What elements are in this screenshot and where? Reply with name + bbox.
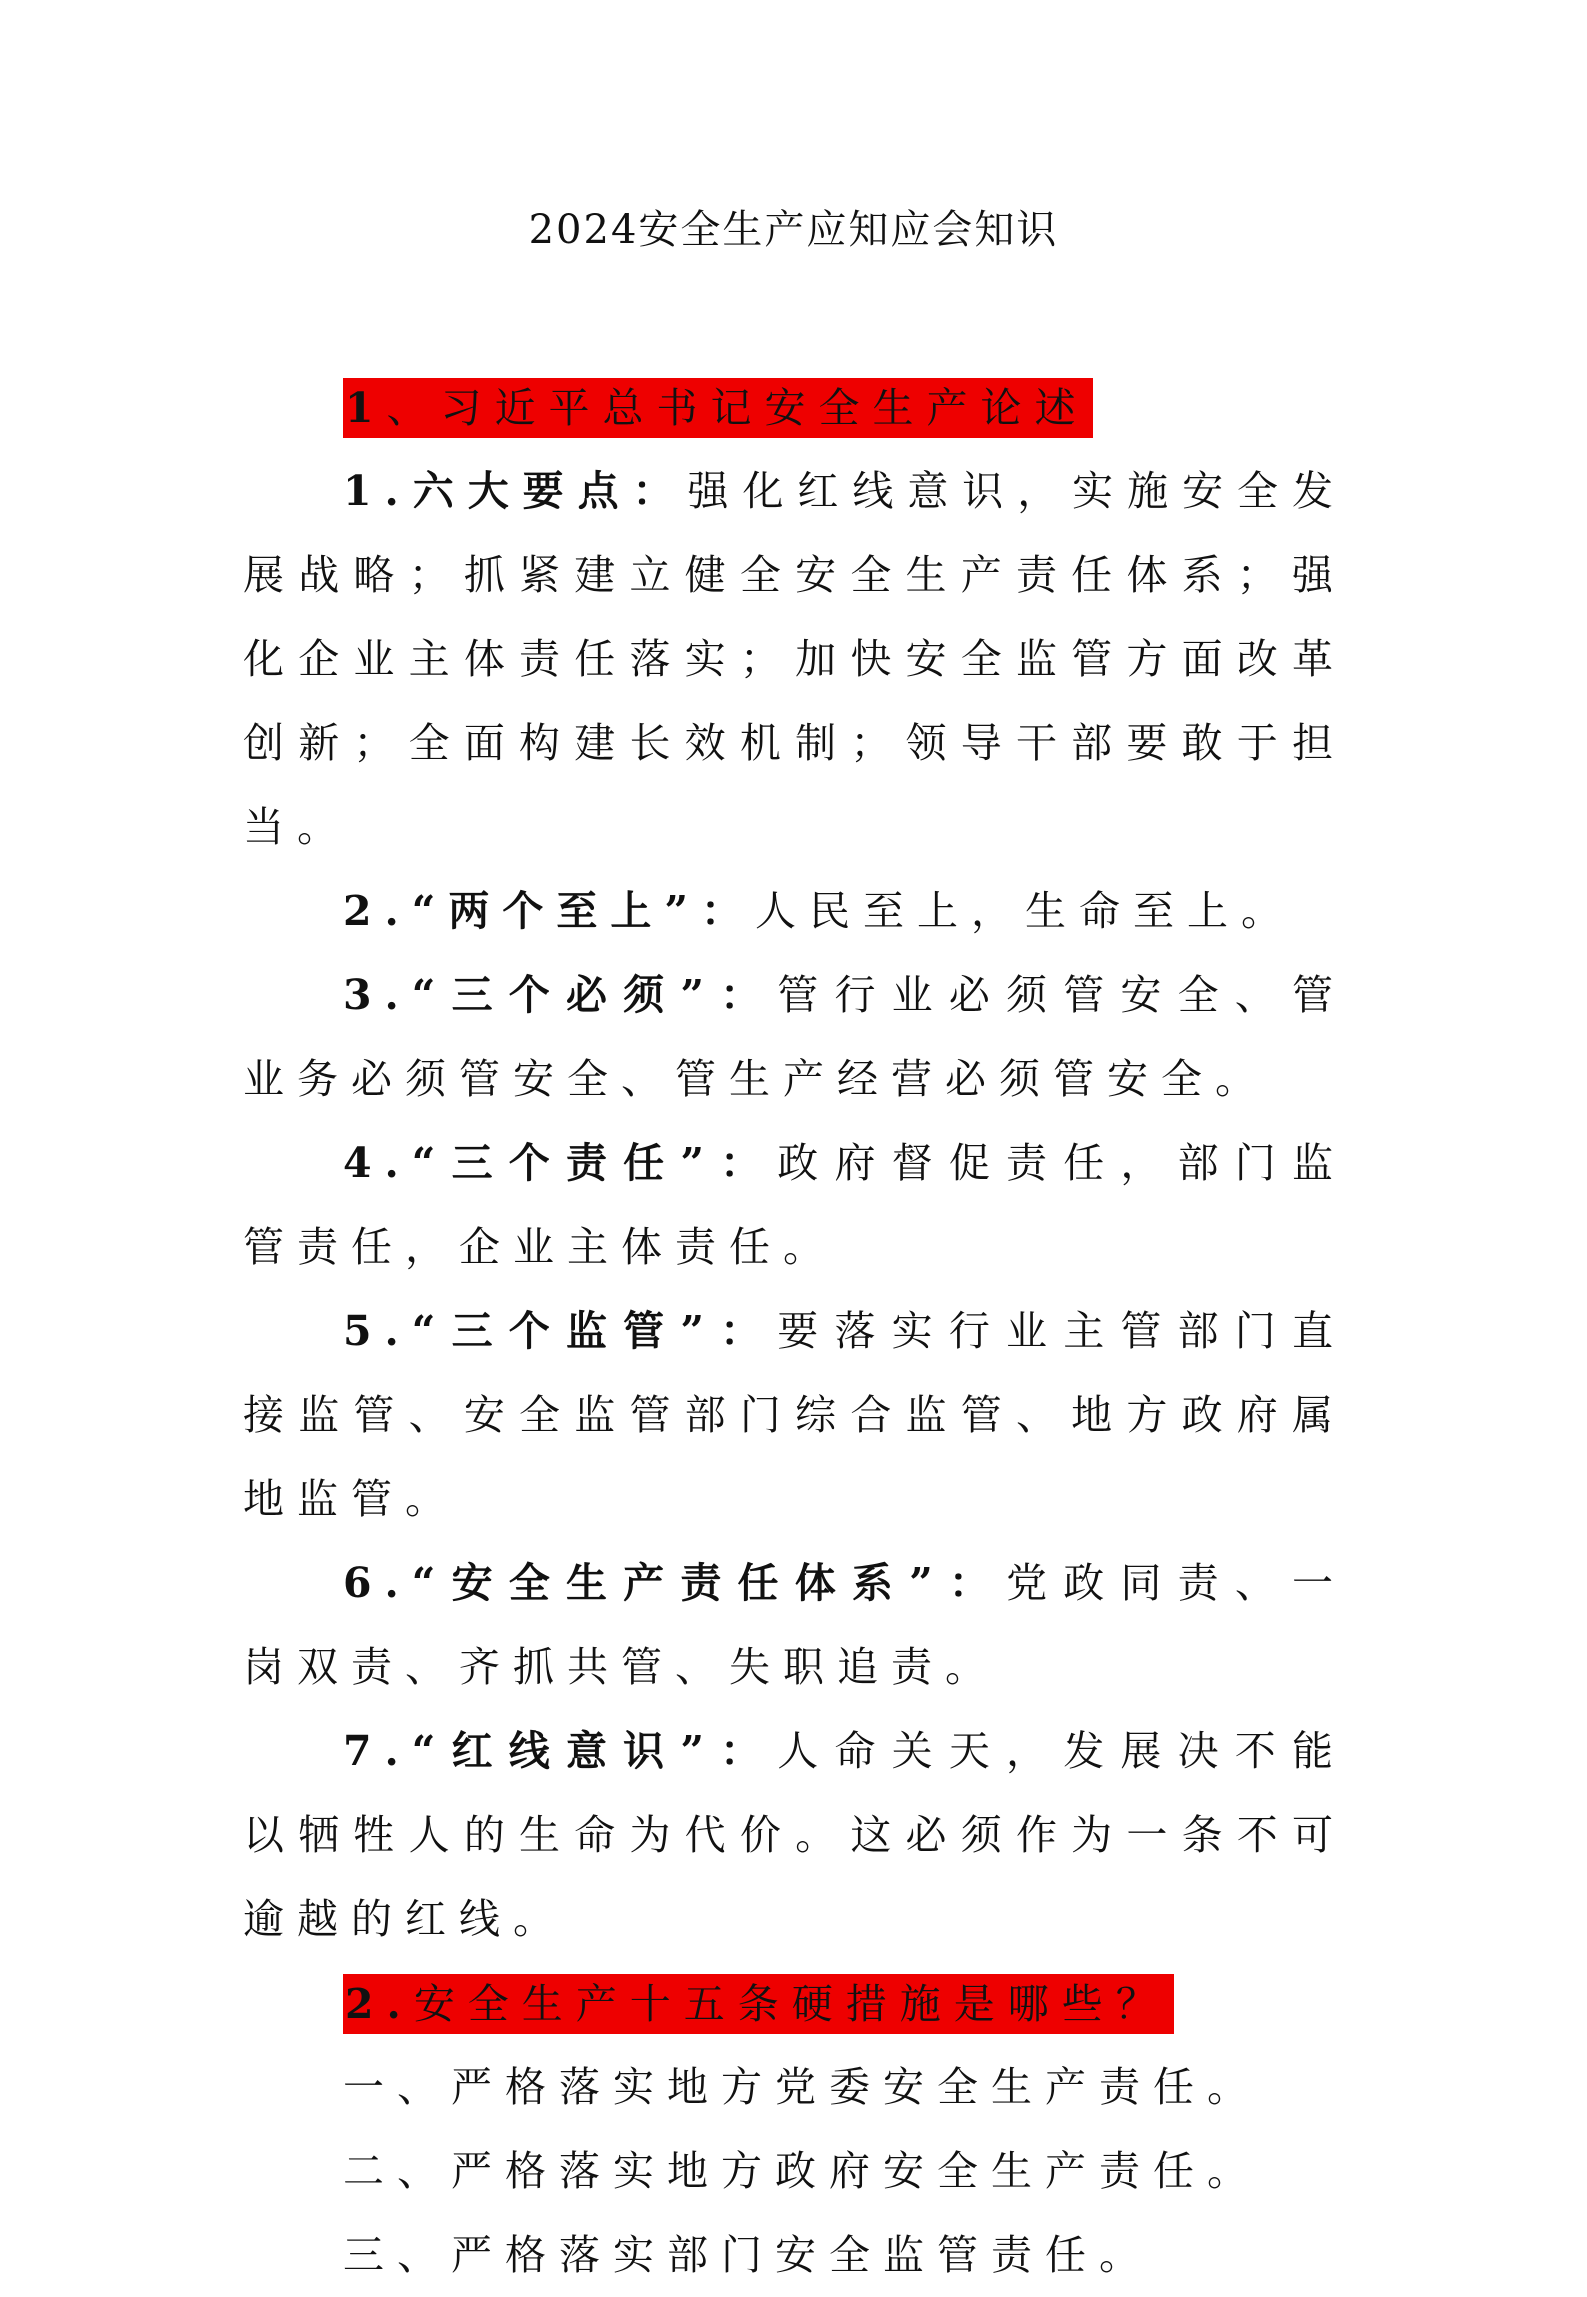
- section-1-heading-line: [243, 365, 1346, 449]
- item-label: 6.“安全生产责任体系”：: [343, 1559, 1007, 1607]
- section-1-heading: [343, 378, 1093, 438]
- item-label: 5.“三个监管”：: [343, 1307, 778, 1355]
- section-2-heading-text: 安全生产十五条硬措施是哪些？: [413, 1979, 1170, 2028]
- section-1-item-3: [243, 953, 1346, 1121]
- item-text: 政府督促责任，部门监管责任，企业主体责任。: [243, 1139, 1347, 1271]
- item-label: 3.“三个必须”：: [343, 971, 778, 1019]
- item-text: 人命关天，发展决不能以牺牲人的生命为代价。这必须作为一条不可逾越的红线。: [243, 1727, 1347, 1943]
- section-2-heading-number: 2.: [345, 1979, 414, 2028]
- section-2-item-3: 三、严格落实部门安全监管责任。: [343, 2231, 1153, 2279]
- section-1-item-5: [243, 1289, 1346, 1541]
- section-2-item-1: 一、严格落实地方党委安全生产责任。: [343, 2063, 1261, 2111]
- section-2-item-2: 二、严格落实地方政府安全生产责任。: [343, 2147, 1261, 2195]
- item-text: 党政同责、一岗双责、齐抓共管、失职追责。: [243, 1559, 1347, 1691]
- section-2-heading: [343, 1974, 1174, 2034]
- document-body: [243, 365, 1346, 2297]
- item-label: 2.“两个至上”：: [343, 887, 755, 935]
- item-text: 人民至上，生命至上。: [754, 887, 1295, 935]
- page-title: 2024安全生产应知应会知识: [528, 207, 1059, 253]
- item-label: 4.“三个责任”：: [343, 1139, 778, 1187]
- section-1-item-6: [243, 1541, 1346, 1709]
- item-text: 管行业必须管安全、管业务必须管安全、管生产经营必须管安全。: [243, 971, 1347, 1103]
- section-1-item-1: [243, 449, 1346, 869]
- item-text: 要落实行业主管部门直接监管、安全监管部门综合监管、地方政府属地监管。: [243, 1307, 1347, 1523]
- item-label: 7.“红线意识”：: [343, 1727, 778, 1775]
- section-1-heading-text: 、习近平总书记安全生产论述: [386, 383, 1089, 432]
- section-1-item-4: [243, 1121, 1346, 1289]
- section-2-heading-line: [243, 1961, 1346, 2045]
- item-label: 1.六大要点：: [343, 467, 688, 515]
- section-1-item-2: [243, 869, 1346, 953]
- item-text: 强化红线意识，实施安全发展战略；抓紧建立健全安全生产责任体系；强化企业主体责任落实；加快安全监管方面改革创新；全面构建长效机制；领导干部要敢于担当。: [243, 467, 1346, 851]
- section-1-heading-number: 1: [345, 383, 387, 432]
- section-1-item-7: [243, 1709, 1346, 1961]
